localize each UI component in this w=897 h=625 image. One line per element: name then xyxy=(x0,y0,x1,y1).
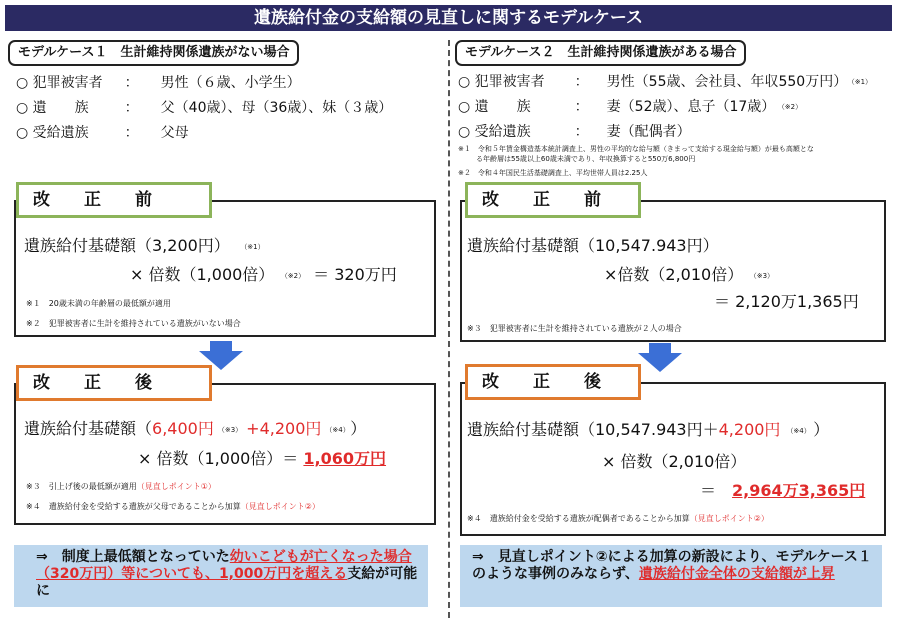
case1-before-note1: ※１ 20歳未満の年齢層の最低額が適用 xyxy=(26,299,171,308)
case2-row-family: ○ 遺 族 ： 妻（52歳）、息子（17歳） （※2） xyxy=(458,99,803,115)
case2-before-line1: 遺族給付基礎額（10,547.943円） xyxy=(467,236,719,255)
case2-row-recipient: ○ 受給遺族 ： 妻（配偶者） xyxy=(458,124,691,140)
case2-footnote1a: ※１ 令和５年賃金構造基本統計調査上、男性の平均的な給与額（きまって支給する現金給与額）が最も高額とな xyxy=(458,145,814,153)
case2-after-line3: ＝ 2,964万3,365円 xyxy=(700,481,866,500)
case2-before-line2: ×倍数（2,010倍） （※3） xyxy=(604,265,775,284)
case2-after-line1: 遺族給付基礎額（10,547.943円＋4,200円 （※4） ） xyxy=(467,420,830,439)
down-arrow-icon xyxy=(636,343,684,373)
case1-after-note4: ※４ 遺族給付金を受給する遺族が父母であることから加算（見直しポイント②） xyxy=(26,502,320,511)
case1-before-note2: ※２ 犯罪被害者に生計を維持されている遺族がいない場合 xyxy=(26,319,241,328)
case1-before-line2: × 倍数（1,000倍） （※2） ＝ 320万円 xyxy=(130,265,397,284)
case2-footnote1b: る年齢層は55歳以上60歳未満であり、年収換算すると550万6,800円 xyxy=(476,155,696,163)
case2-before-line3: ＝ 2,120万1,365円 xyxy=(714,292,859,311)
case1-after-line1: 遺族給付基礎額（6,400円 （※3） +4,200円 （※4） ） xyxy=(24,419,367,438)
case1-after-note3: ※３ 引上げ後の最低額が適用（見直しポイント①） xyxy=(26,482,216,491)
case2-after-note4: ※４ 遺族給付金を受給する遺族が配偶者であることから加算（見直しポイント②） xyxy=(467,514,769,523)
case1-after-label: 改 正 後 xyxy=(16,365,212,401)
case1-row-family: ○ 遺 族 ： 父（40歳）、母（36歳）、妹（３歳） xyxy=(16,100,393,116)
case2-row-victim: ○ 犯罪被害者 ： 男性（55歳、会社員、年収550万円） （※1） xyxy=(458,74,873,90)
page-title: 遺族給付金の支給額の見直しに関するモデルケース xyxy=(5,5,892,31)
case2-summary: ⇒ 見直しポイント②による加算の新設により、モデルケース１のような事例のみならず、遺族給付金全体の支給額が上昇 xyxy=(460,545,882,607)
case1-row-recipient: ○ 受給遺族 ： 父母 xyxy=(16,125,189,141)
case1-row-victim: ○ 犯罪被害者 ： 男性（６歳、小学生） xyxy=(16,75,301,91)
case2-after-label: 改 正 後 xyxy=(465,364,641,400)
case1-before-line1: 遺族給付基礎額（3,200円） （※1） xyxy=(24,236,265,255)
case1-after-line2: × 倍数（1,000倍）＝ 1,060万円 xyxy=(138,449,387,468)
case2-heading: モデルケース２ 生計維持関係遺族がある場合 xyxy=(455,40,746,66)
column-divider xyxy=(448,40,450,618)
case1-before-label: 改 正 前 xyxy=(16,182,212,218)
case2-footnote2: ※２ 令和４年国民生活基礎調査上、平均世帯人員は2.25人 xyxy=(458,169,648,177)
case2-before-note3: ※３ 犯罪被害者に生計を維持されている遺族が２人の場合 xyxy=(467,324,682,333)
case1-summary: ⇒ 制度上最低額となっていた幼いこどもが亡くなった場合（320万円）等についても、1,000万円を超える支給が可能に xyxy=(14,545,428,607)
case1-heading: モデルケース１ 生計維持関係遺族がない場合 xyxy=(8,40,299,66)
case2-before-label: 改 正 前 xyxy=(465,182,641,218)
case2-after-line2: × 倍数（2,010倍） xyxy=(602,452,747,471)
